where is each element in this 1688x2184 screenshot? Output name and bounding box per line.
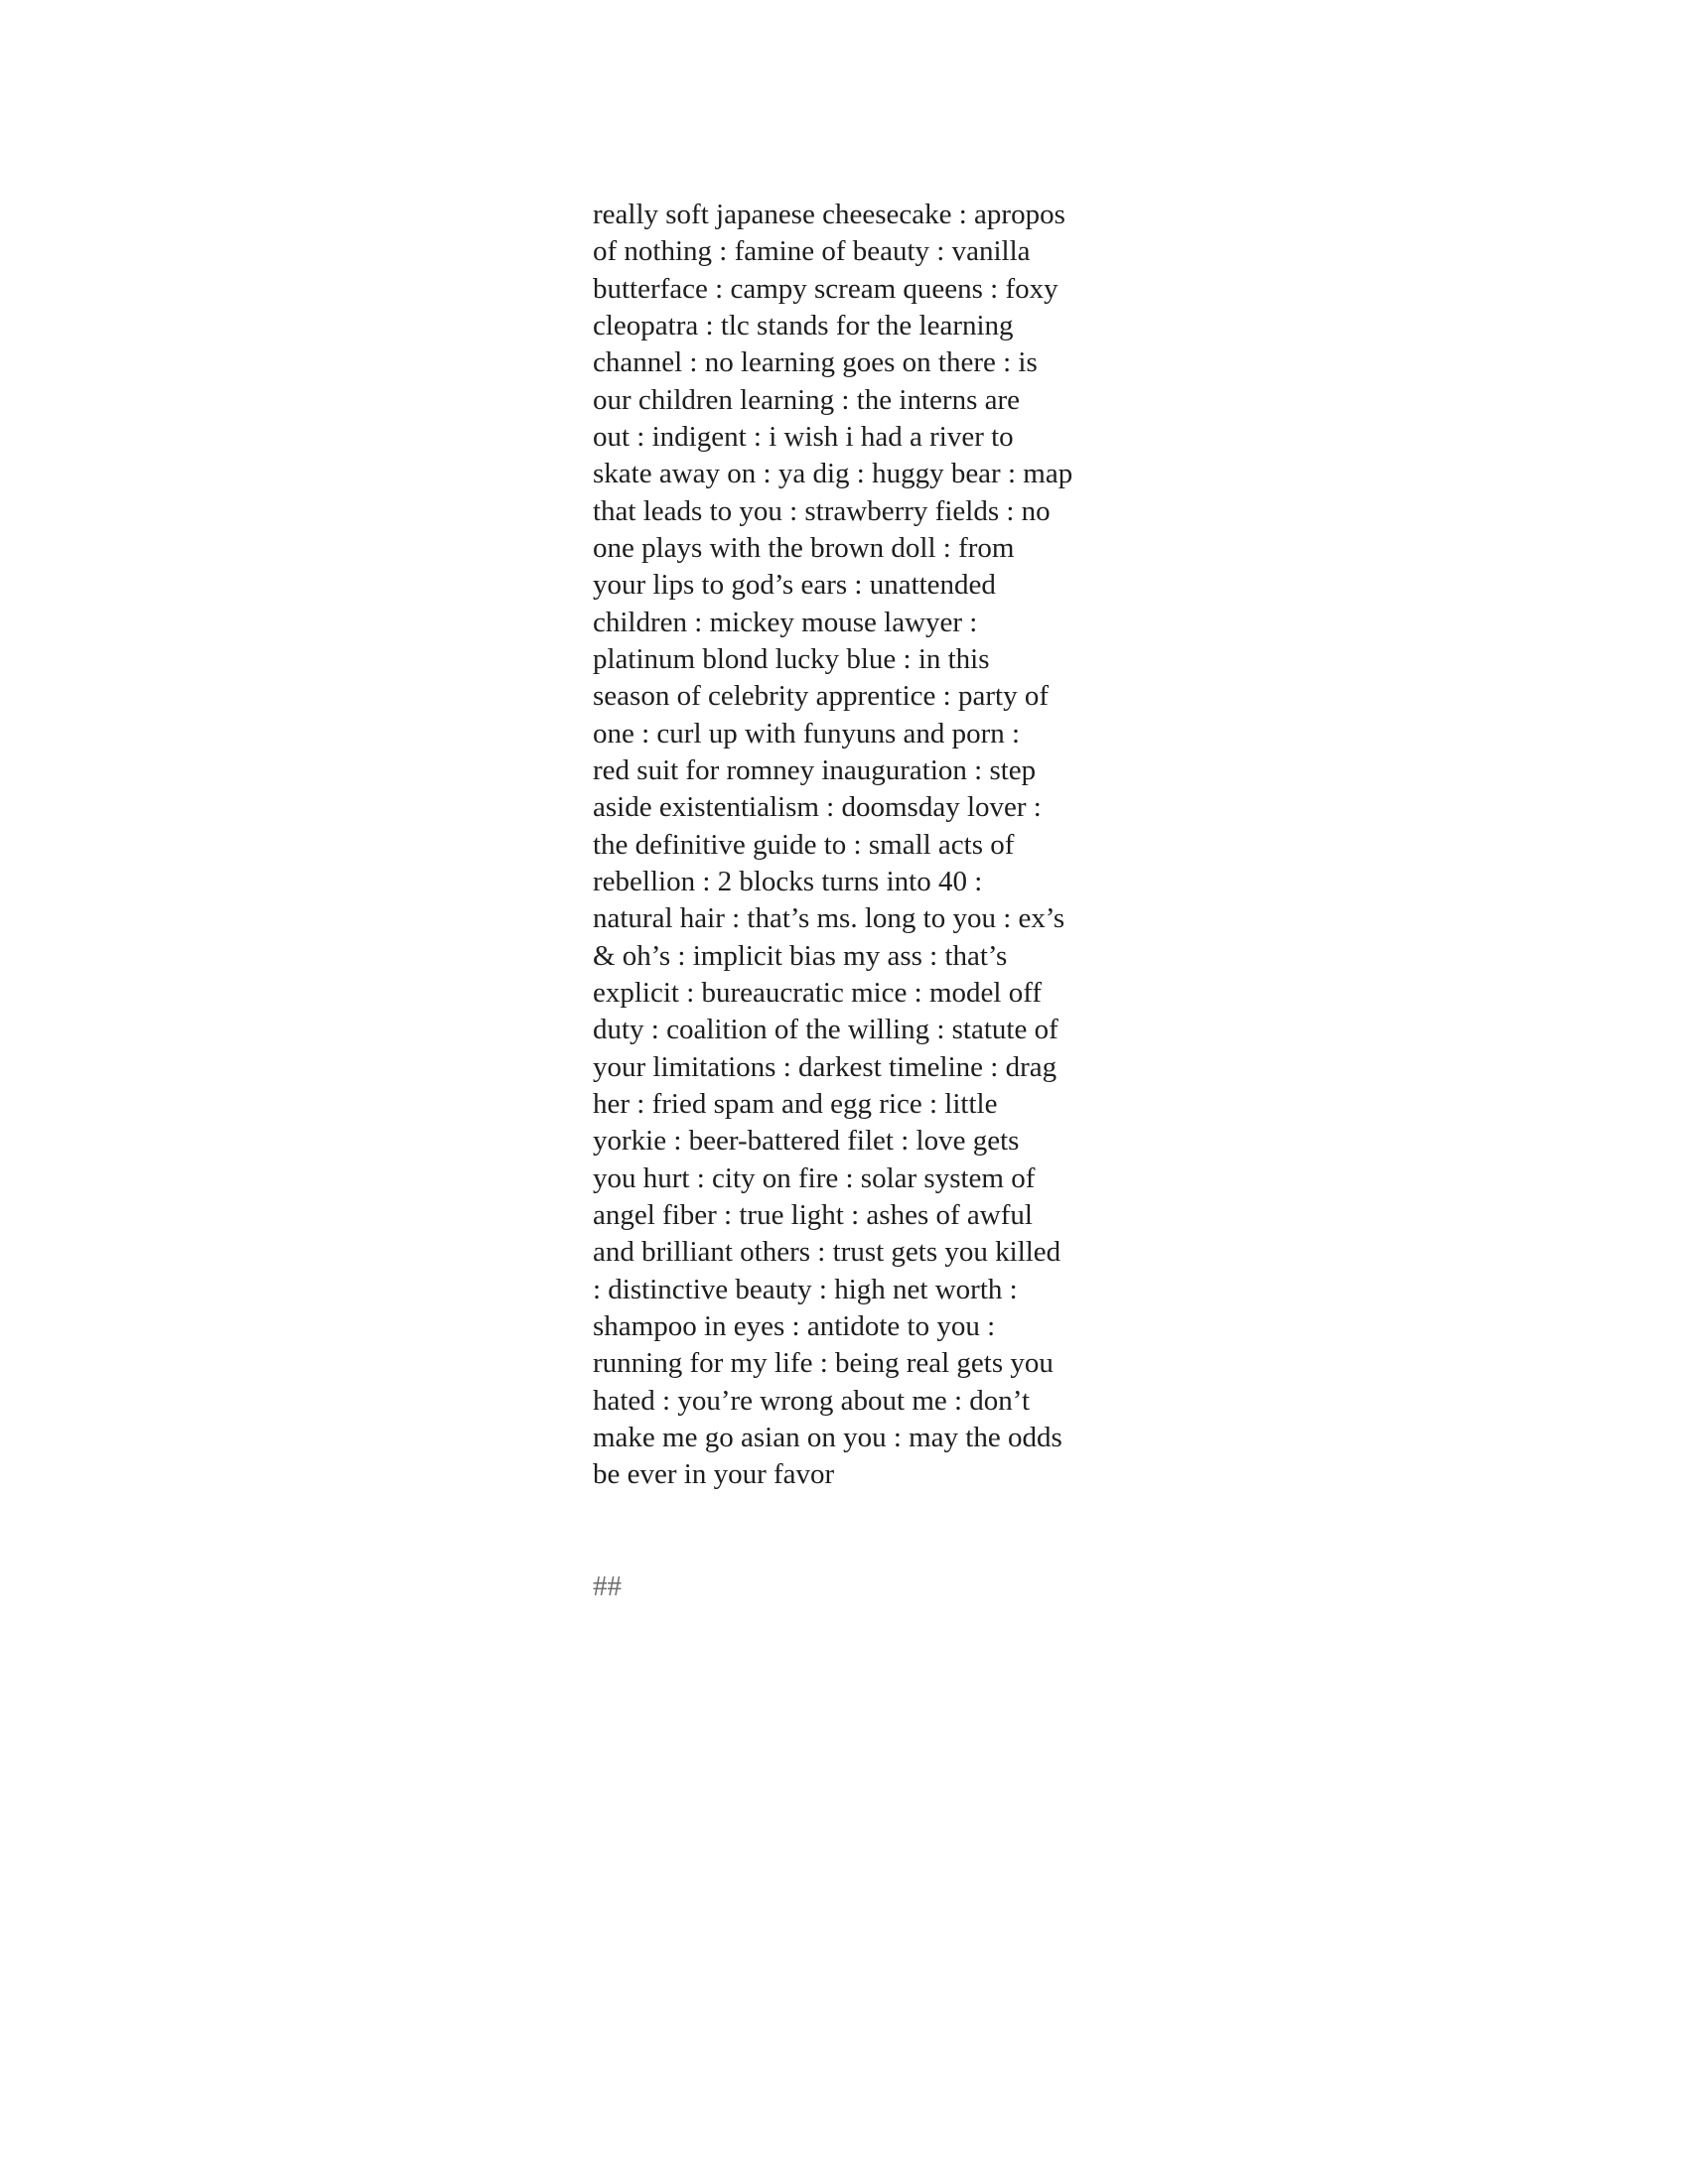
poem-line: your lips to god’s ears : unattended (593, 569, 996, 602)
poem-line: platinum blond lucky blue : in this (593, 642, 990, 675)
poem-line: hated : you’re wrong about me : don’t (593, 1384, 1030, 1417)
poem-line: the definitive guide to : small acts of (593, 828, 1015, 861)
poem-line: explicit : bureaucratic mice : model off (593, 976, 1043, 1009)
poem-line: yorkie : beer-battered filet : love gets (593, 1125, 1020, 1158)
poem-line: running for my life : being real gets you (593, 1347, 1054, 1380)
poem-line: our children learning : the interns are (593, 383, 1021, 416)
poem-line: that leads to you : strawberry fields : no (593, 494, 1051, 527)
poem-line: duty : coalition of the willing : statute of (593, 1014, 1058, 1046)
poem-line: out : indigent : i wish i had a river to (593, 420, 1014, 453)
poem-line: rebellion : 2 blocks turns into 40 : (593, 865, 983, 897)
poem-line: channel : no learning goes on there : is (593, 346, 1038, 379)
poem-line: red suit for romney inauguration : step (593, 753, 1037, 786)
poem-line: of nothing : famine of beauty : vanilla (593, 235, 1031, 268)
poem-line: shampoo in eyes : antidote to you : (593, 1309, 996, 1342)
poem-line: one : curl up with funyuns and porn : (593, 717, 1021, 750)
poem-line: make me go asian on you : may the odds (593, 1421, 1062, 1453)
poem-line: : distinctive beauty : high net worth : (593, 1273, 1018, 1305)
poem-line: be ever in your favor (593, 1458, 835, 1491)
poem-line: children : mickey mouse lawyer : (593, 606, 978, 638)
poem-line: and brilliant others : trust gets you killed (593, 1236, 1061, 1269)
poem-line: skate away on : ya dig : huggy bear : map (593, 458, 1073, 490)
poem-line: natural hair : that’s ms. long to you : ex’s (593, 902, 1065, 935)
poem-line: your limitations : darkest timeline : drag (593, 1050, 1057, 1083)
end-mark: ## (593, 1570, 622, 1602)
poem-line: season of celebrity apprentice : party of (593, 680, 1049, 713)
poem-body (593, 197, 1134, 1493)
poem-line: aside existentialism : doomsday lover : (593, 791, 1042, 824)
poem-line: her : fried spam and egg rice : little (593, 1087, 998, 1120)
poem-line: butterface : campy scream queens : foxy (593, 272, 1058, 305)
poem-line: angel fiber : true light : ashes of awful (593, 1198, 1033, 1231)
poem-line: one plays with the brown doll : from (593, 531, 1015, 564)
poem-line: really soft japanese cheesecake : apropos (593, 199, 1065, 230)
poem-line: & oh’s : implicit bias my ass : that’s (593, 939, 1008, 972)
poem-line: cleopatra : tlc stands for the learning (593, 309, 1014, 341)
poem-line: you hurt : city on fire : solar system of (593, 1161, 1036, 1194)
